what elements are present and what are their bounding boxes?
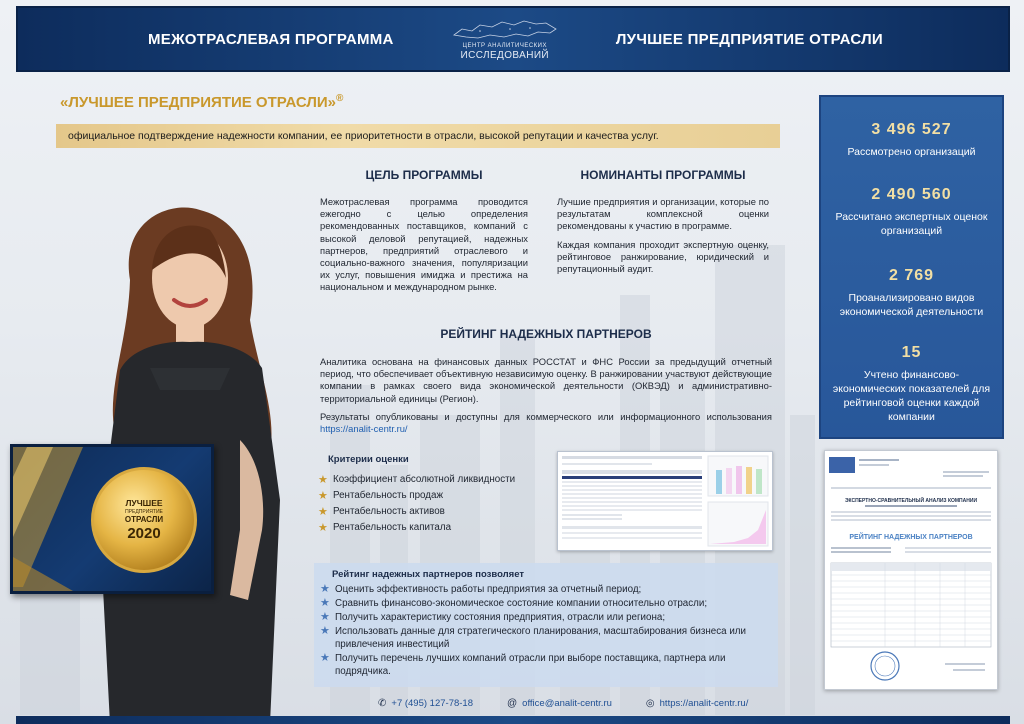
- stat-value: 3 496 527: [871, 121, 952, 138]
- stat-indicators: [821, 344, 1002, 424]
- rating-benefits-box: [314, 563, 778, 687]
- benefit-item: [320, 625, 770, 651]
- benefit-item-label: Получить характеристику состояния предприятия, отрасли или региона;: [335, 612, 666, 623]
- footer-band: [16, 716, 1010, 724]
- certificate-graphic: [825, 451, 997, 689]
- criteria-item: [318, 471, 515, 487]
- criteria-item-label: Коэффициент абсолютной ликвидности: [333, 473, 516, 485]
- phone-icon: ✆: [378, 698, 387, 709]
- star-icon: ★: [320, 583, 330, 595]
- award-line-3: ОТРАСЛИ: [124, 514, 164, 524]
- rating-text-1: Аналитика основана на финансовых данных РОССТАТ и ФНС России за предыдущий отчетный период, что обеспечивает объективную независимую оценку. В ранжировании участвуют действующие компании в рамках своего вида экономической деятельности (ОКВЭД) и административно-территориальной единицы (Регион).: [320, 356, 772, 404]
- criteria-title: Критерии оценки: [328, 454, 409, 465]
- email-address: office@analit-centr.ru: [522, 698, 612, 709]
- rating-benefits-list: [320, 583, 770, 678]
- phone-contact[interactable]: [378, 698, 473, 709]
- stat-label: Рассмотрено организаций: [847, 146, 976, 158]
- star-icon: ★: [320, 652, 330, 664]
- star-icon: ★: [318, 521, 328, 534]
- criteria-item: [318, 487, 515, 503]
- nominees-heading: НОМИНАНТЫ ПРОГРАММЫ: [580, 168, 746, 182]
- rating-text-2-prefix: Результаты опубликованы и доступны для коммерческого или информационного использования: [320, 410, 772, 422]
- email-icon: @: [507, 698, 518, 709]
- benefit-item: [320, 597, 770, 610]
- star-icon: ★: [320, 625, 330, 637]
- stat-value: 2 769: [888, 267, 935, 284]
- criteria-item: [318, 503, 515, 519]
- email-contact[interactable]: [507, 698, 612, 709]
- rating-text-2: [320, 411, 772, 435]
- benefit-item: [320, 652, 770, 678]
- award-line-1: ЛУЧШЕЕ: [125, 497, 163, 508]
- nominees-text: [557, 196, 769, 281]
- star-icon: ★: [318, 489, 328, 502]
- stat-label: Рассчитано экспертных оценок организаций: [835, 211, 988, 237]
- statistics-panel: [819, 95, 1004, 439]
- globe-icon: ◎: [645, 698, 655, 709]
- award-plaque: [10, 444, 214, 594]
- goal-heading: ЦЕЛЬ ПРОГРАММЫ: [365, 168, 483, 182]
- tagline-text: официальное подтверждение надежности компании, ее приоритетности в отрасли, высокой репутации и качества услуг.: [68, 130, 659, 142]
- tagline-banner: [56, 124, 780, 148]
- star-icon: ★: [318, 505, 328, 518]
- stat-value: 2 490 560: [871, 186, 952, 203]
- award-medal: [91, 467, 197, 573]
- award-line-2: ПРЕДПРИЯТИЕ: [125, 508, 163, 515]
- rating-benefits-title: Рейтинг надежных партнеров позволяет: [332, 569, 525, 580]
- stat-label: Учтено финансово-экономических показателей для рейтинговой оценки каждой компании: [832, 369, 991, 423]
- footer-contacts: [378, 698, 782, 709]
- star-icon: ★: [318, 473, 328, 486]
- stat-label: Проанализировано видов экономической деятельности: [839, 292, 984, 318]
- header-bar: [16, 6, 1010, 72]
- criteria-item-label: Рентабельность продаж: [333, 489, 444, 501]
- star-icon: ★: [320, 611, 330, 623]
- benefit-item-label: Оценить эффективность работы предприятия за отчетный период;: [335, 584, 642, 595]
- logo: [450, 17, 560, 61]
- logo-line-2: ИССЛЕДОВАНИЙ: [460, 50, 550, 61]
- certificate-subheading: РЕЙТИНГ НАДЕЖНЫХ ПАРТНЕРОВ: [849, 534, 973, 541]
- benefit-item-label: Получить перечень лучших компаний отрасли при выборе поставщика, партнера или подрядчика.: [335, 653, 726, 677]
- logo-line-1: ЦЕНТР АНАЛИТИЧЕСКИХ: [462, 43, 547, 49]
- award-year: 2020: [127, 524, 161, 542]
- header-right-title: ЛУЧШЕЕ ПРЕДПРИЯТИЕ ОТРАСЛИ: [615, 30, 883, 48]
- program-title: [60, 93, 343, 111]
- benefit-item-label: Использовать данные для стратегического планирования, масштабирования бизнеса или привлечения инвестиций: [335, 626, 746, 650]
- criteria-item-label: Рентабельность капитала: [333, 521, 452, 533]
- rating-heading: РЕЙТИНГ НАДЕЖНЫХ ПАРТНЕРОВ: [440, 327, 652, 341]
- goal-text: Межотраслевая программа проводится ежегодно с целью определения рекомендованных поставщиков, компаний с высокой деловой репутацией, надежных партнеров, предприятий отраслевого и социально-важного значения, популяризации их услуг, повышения имиджа и престижа на национальном и международном рынке.: [320, 196, 528, 293]
- star-icon: ★: [320, 597, 330, 609]
- benefit-item-label: Сравнить финансово-экономическое состояние компании относительно отрасли;: [335, 598, 708, 609]
- rating-text: [320, 356, 772, 441]
- stat-activity-types: [821, 267, 1002, 319]
- stat-organizations: [821, 121, 1002, 159]
- benefit-item: [320, 611, 770, 624]
- criteria-item-label: Рентабельность активов: [333, 505, 445, 517]
- report-thumbnail-graphic: [558, 452, 772, 550]
- website-contact[interactable]: [646, 698, 748, 709]
- website-link: https://analit-centr.ru/: [659, 698, 749, 709]
- stat-expert-assessments: [821, 186, 1002, 238]
- nominees-text-2: Каждая компания проходит экспертную оценку, рейтинговое ранжирование, юридический и репутационный аудит.: [557, 238, 769, 275]
- benefit-item: [320, 583, 770, 596]
- criteria-list: [318, 471, 515, 535]
- certificate-document: [824, 450, 998, 690]
- rating-site-link[interactable]: https://analit-centr.ru/: [320, 423, 408, 435]
- nominees-text-1: Лучшие предприятия и организации, которые по результатам комплексной оценки рекомендованы к участию в программе.: [557, 196, 769, 232]
- phone-number: +7 (495) 127-78-18: [391, 698, 473, 709]
- certificate-heading: ЭКСПЕРТНО-СРАВНИТЕЛЬНЫЙ АНАЛИЗ КОМПАНИИ: [844, 498, 978, 504]
- registered-mark: ®: [336, 93, 344, 104]
- criteria-item: [318, 519, 515, 535]
- report-thumbnail: [557, 451, 773, 551]
- stat-value: 15: [901, 344, 922, 361]
- russia-map-icon: [450, 17, 560, 43]
- program-title-text: «ЛУЧШЕЕ ПРЕДПРИЯТИЕ ОТРАСЛИ»: [60, 94, 337, 111]
- header-left-title: МЕЖОТРАСЛЕВАЯ ПРОГРАММА: [148, 30, 394, 48]
